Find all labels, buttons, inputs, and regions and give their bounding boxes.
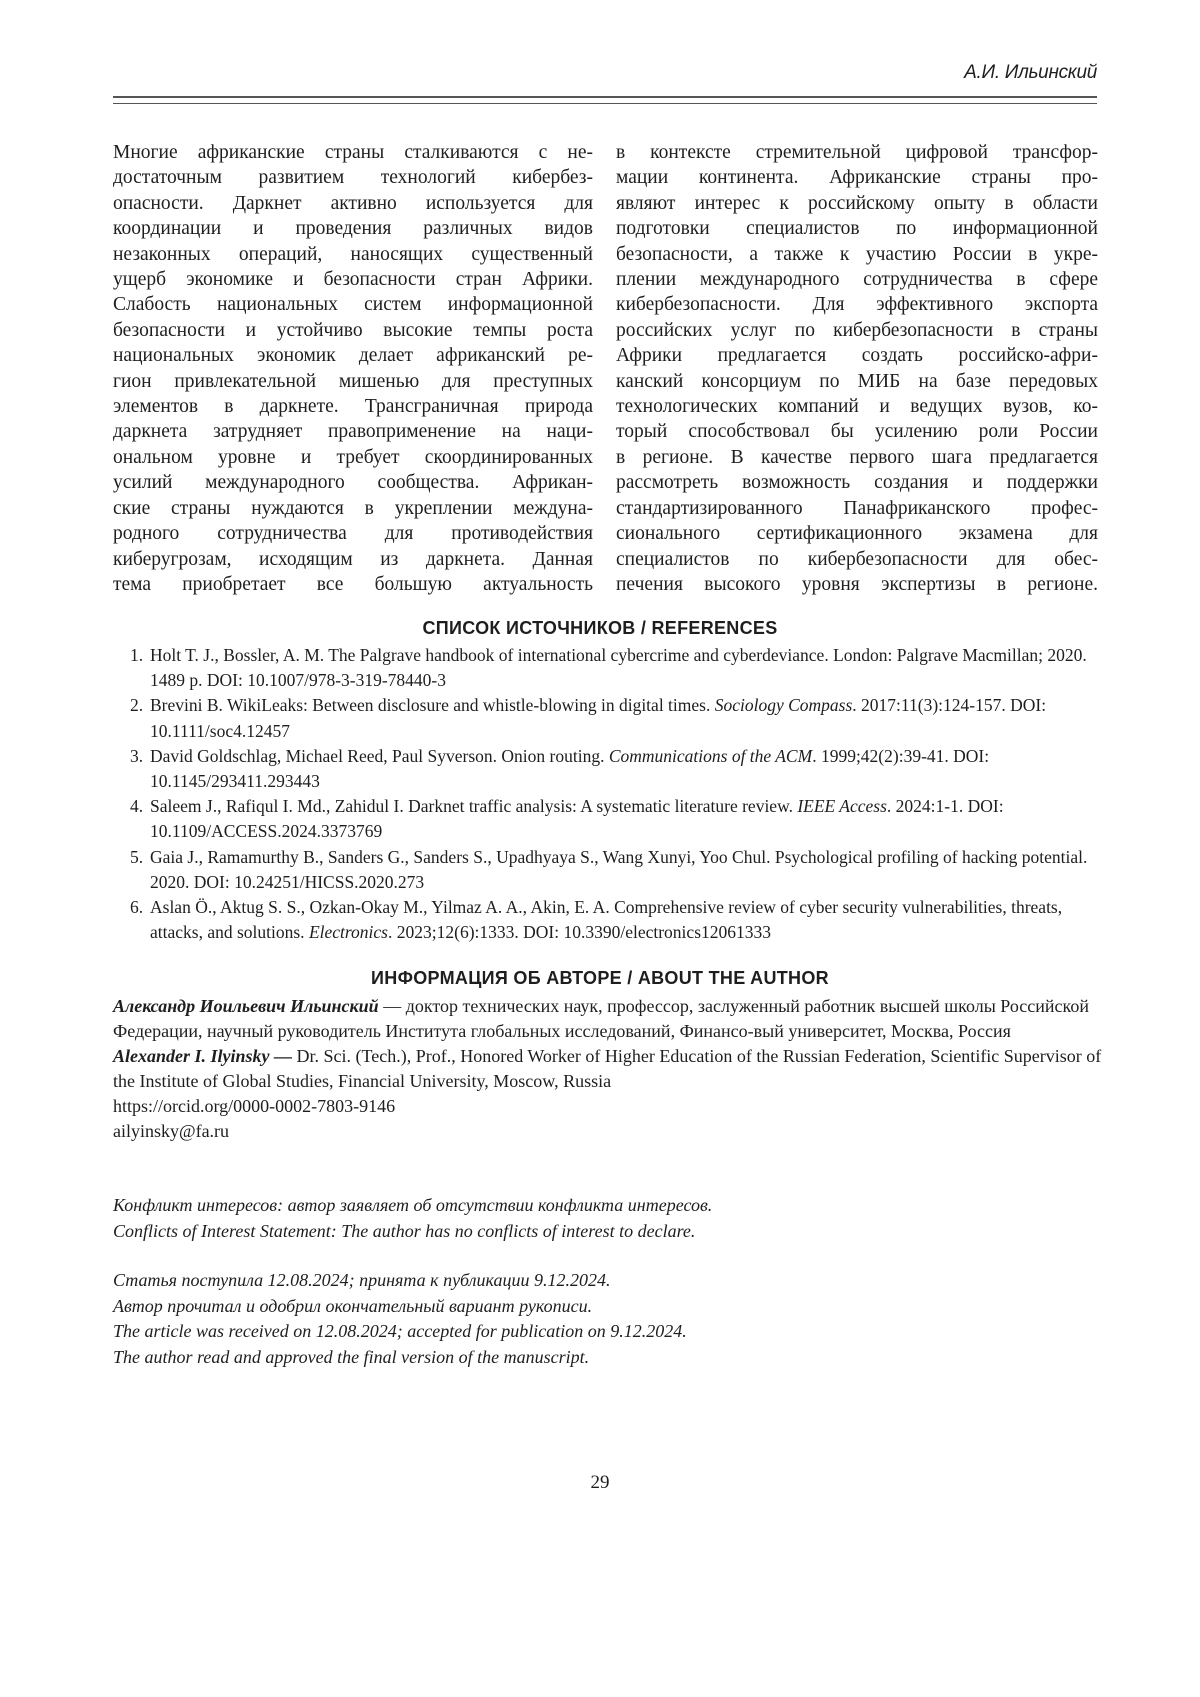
author-name-en: Alexander I. Ilyinsky — — [113, 1046, 293, 1066]
author-en — [113, 1044, 1103, 1094]
body-line: канский консорциум по МИБ на базе передовых — [616, 370, 1098, 392]
body-line: мации континента. Африканские страны про- — [616, 167, 1098, 189]
body-line: торый способствовал бы усилению роли России — [616, 421, 1098, 443]
approved-ru: Автор прочитал и одобрил окончательный вариант рукописи. — [113, 1295, 593, 1316]
reference-citation: Brevini B. WikiLeaks: Between disclosure and whistle-blowing in digital times. — [150, 695, 715, 716]
body-line: Африки предлагается создать российско-афри- — [616, 345, 1098, 367]
reference-item — [130, 693, 1100, 743]
author-bio-en: Dr. Sci. (Tech.), Prof., Honored Worker of Higher Education of the Russian Federation, Scientific Supervisor of the Institute of Global Studies, Financial University, Moscow, Russia — [113, 1046, 1102, 1091]
body-line: рассмотреть возможность создания и поддержки — [616, 472, 1098, 494]
reference-details: . 2024:1-1. DOI: 10.1109/ACCESS.2024.3373769 — [150, 796, 1004, 842]
body-line: плении международного сотрудничества в сфере — [616, 269, 1098, 291]
body-line: в регионе. В качестве первого шага предлагается — [616, 446, 1098, 468]
reference-journal: IEEE Access — [797, 796, 887, 817]
reference-text — [150, 845, 1100, 895]
body-line: опасности. Даркнет активно используется для — [113, 192, 593, 214]
body-line: элементов в даркнете. Трансграничная природа — [113, 396, 593, 418]
references-list — [130, 643, 1100, 945]
approved-en: The author read and approved the final version of the manuscript. — [113, 1346, 590, 1367]
reference-number: 2. — [130, 695, 144, 716]
body-line: национальных экономик делает африканский ре- — [113, 345, 593, 367]
reference-text — [150, 895, 1100, 945]
header-rule — [113, 96, 1097, 104]
author-name-ru: Александр Иоильевич Ильинский — [113, 996, 379, 1016]
reference-item — [130, 643, 1100, 693]
author-email[interactable]: ailyinsky@fa.ru — [113, 1121, 230, 1141]
reference-citation: David Goldschlag, Michael Reed, Paul Syverson. Onion routing. — [150, 745, 609, 766]
body-line: усилий международного сообщества. Африкан- — [113, 472, 593, 494]
references-heading: СПИСОК ИСТОЧНИКОВ / REFERENCES — [422, 618, 778, 638]
body-line: в контексте стремительной цифровой трансфор- — [616, 142, 1098, 163]
reference-number: 5. — [130, 846, 144, 867]
reference-journal: Communications of the ACM — [608, 745, 813, 766]
body-line: подготовки специалистов по информационной — [616, 218, 1098, 240]
body-line: ущерб экономике и безопасности стран Африки. — [113, 269, 593, 291]
body-line: безопасности и устойчиво высокие темпы роста — [113, 319, 593, 341]
body-line: технологических компаний и ведущих вузов, ко- — [616, 396, 1098, 418]
reference-text — [150, 693, 1100, 743]
reference-citation: Aslan Ö., Aktug S. S., Ozkan-Okay M., Yilmaz A. A., Akin, E. A. Comprehensive review of cyber security vulnerabilities, threats, attacks, and solutions. — [150, 897, 1063, 943]
reference-number: 6. — [130, 897, 144, 918]
reference-number: 3. — [130, 745, 144, 766]
reference-item — [130, 895, 1100, 945]
body-line: являют интерес к российскому опыту в области — [616, 192, 1098, 214]
author-info — [113, 994, 1103, 1144]
received-ru: Статья поступила 12.08.2024; принята к публикации 9.12.2024. — [113, 1270, 611, 1290]
body-line: сионального сертификационного экзамена для — [616, 523, 1098, 545]
conflict-ru: Конфликт интересов: автор заявляет об отсутствии конфликта интересов. — [113, 1195, 713, 1215]
body-line: гион привлекательной мишенью для преступных — [113, 370, 593, 392]
received-en: The article was received on 12.08.2024; accepted for publication on 9.12.2024. — [113, 1321, 687, 1341]
reference-details: . 2017:11(3):124-157. DOI: 10.1111/soc4.12457 — [150, 695, 1047, 741]
body-line: незаконных операций, наносящих существенный — [113, 243, 593, 265]
body-column-left — [113, 140, 593, 597]
reference-item — [130, 794, 1100, 844]
body-line: ские страны нуждаются в укреплении междуна- — [113, 497, 593, 519]
body-line: родного сотрудничества для противодействия — [113, 523, 593, 545]
body-line: достаточным развитием технологий кибербез- — [113, 167, 593, 189]
body-line: специалистов по кибербезопасности для обес- — [616, 548, 1098, 570]
reference-citation: Gaia J., Ramamurthy B., Sanders G., Sanders S., Upadhyaya S., Wang Xunyi, Yoo Chul. Psychological profiling of hacking potential. 2020. DOI: 10.24251/HICSS.2020.273 — [150, 846, 1088, 892]
page-number: 29 — [590, 1472, 610, 1493]
reference-details: . 2023;12(6):1333. DOI: 10.3390/electronics12061333 — [388, 922, 772, 943]
running-title: А.И. Ильинский — [964, 62, 1097, 83]
body-line: координации и проведения различных видов — [113, 218, 593, 240]
reference-details: . 1999;42(2):39-41. DOI: 10.1145/293411.293443 — [150, 745, 990, 792]
author-bio-ru: — доктор технических наук, профессор, заслуженный работник высшей школы Российской Федерации, научный руководитель Института глобальных исследований, Финансо-вый университет, Москва, Россия — [113, 996, 1089, 1041]
reference-item — [130, 845, 1100, 895]
reference-citation: Holt T. J., Bossler, A. M. The Palgrave handbook of international cybercrime and cyberdeviance. London: Palgrave Macmillan; 2020. 1489 p. DOI: 10.1007/978-3-319-78440-3 — [150, 645, 1087, 691]
body-line: тема приобретает все большую актуальность — [113, 573, 593, 595]
reference-journal: Electronics — [308, 922, 388, 943]
body-column-right — [616, 140, 1098, 597]
author-heading: ИНФОРМАЦИЯ ОБ АВТОРЕ / ABOUT THE AUTHOR — [371, 968, 829, 988]
body-line: стандартизированного Панафриканского профес- — [616, 497, 1098, 519]
reference-text — [150, 643, 1100, 693]
body-line: Слабость национальных систем информационной — [113, 294, 593, 316]
conflicts-statement — [113, 1193, 1103, 1244]
author-orcid[interactable]: https://orcid.org/0000-0002-7803-9146 — [113, 1096, 396, 1116]
dates-block — [113, 1268, 1103, 1370]
reference-item — [130, 744, 1100, 794]
author-ru — [113, 994, 1103, 1044]
body-line: даркнета затрудняет правоприменение на наци- — [113, 421, 593, 443]
reference-text — [150, 794, 1100, 844]
body-line: ональном уровне и требует скоординированных — [113, 446, 593, 468]
reference-journal: Sociology Compass — [714, 695, 853, 716]
reference-number: 1. — [130, 645, 144, 665]
body-line: Многие африканские страны сталкиваются с не- — [113, 142, 593, 163]
body-line: безопасности, а также к участию России в укре- — [616, 243, 1098, 265]
conflict-en: Conflicts of Interest Statement: The author has no conflicts of interest to declare. — [113, 1220, 696, 1241]
reference-citation: Saleem J., Rafiqul I. Md., Zahidul I. Darknet traffic analysis: A systematic literature review. — [150, 796, 798, 817]
body-line: печения высокого уровня экспертизы в регионе. — [616, 573, 1098, 595]
body-line: киберугрозам, исходящим из даркнета. Данная — [113, 548, 593, 570]
reference-number: 4. — [130, 796, 144, 817]
body-line: кибербезопасности. Для эффективного экспорта — [616, 294, 1098, 316]
body-line: российских услуг по кибербезопасности в страны — [616, 319, 1098, 341]
reference-text — [150, 744, 1100, 794]
